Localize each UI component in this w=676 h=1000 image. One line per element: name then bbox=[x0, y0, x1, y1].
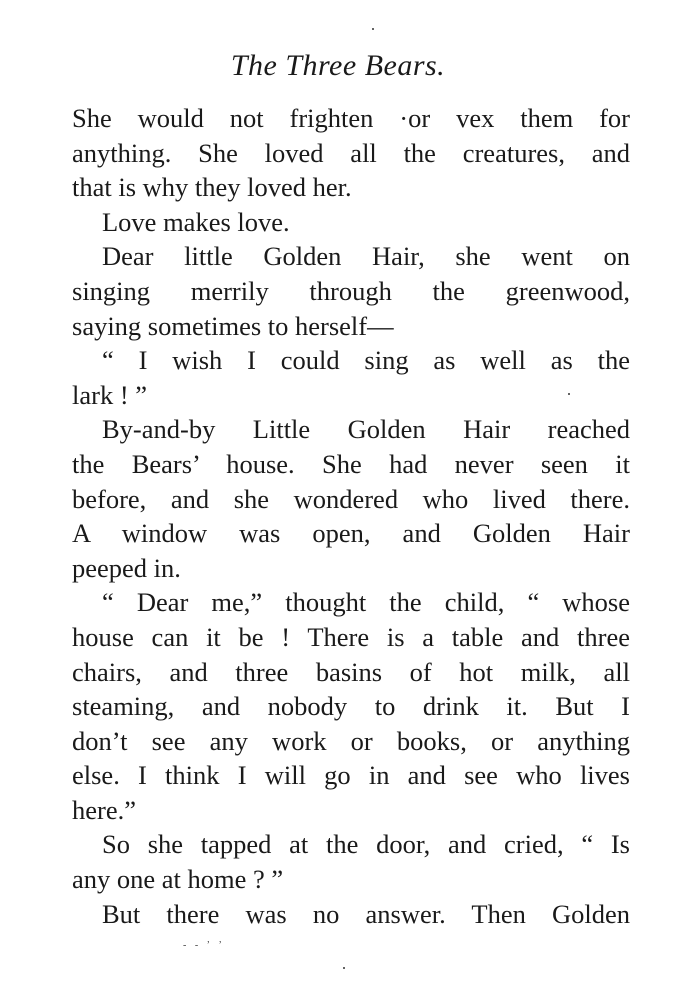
text-line: She would not frighten ·or vex them for bbox=[72, 103, 630, 133]
text-line: singing merrily through the greenwood, bbox=[72, 275, 630, 306]
text-line: Dear little Golden Hair, she went on bbox=[102, 241, 630, 272]
text-line: Love makes love. bbox=[102, 206, 290, 237]
text-line: anything. She loved all the creatures, and bbox=[72, 137, 630, 168]
text-line: “ Dear me,” thought the child, “ whose bbox=[102, 587, 630, 618]
text-line: any one at home ? ” bbox=[72, 864, 284, 895]
text-line: here.” bbox=[72, 794, 136, 825]
footer-marks: - - ʼ ʼ bbox=[183, 940, 225, 951]
text-line: A window was open, and Golden Hair bbox=[72, 518, 630, 549]
text-line: house can it be ! There is a table and three bbox=[72, 621, 630, 652]
ink-speck bbox=[372, 28, 374, 30]
text-line: chairs, and three basins of hot milk, all bbox=[72, 656, 630, 687]
text-line: So she tapped at the door, and cried, “ Is bbox=[102, 829, 630, 860]
text-line: else. I think I will go in and see who lives bbox=[72, 760, 630, 791]
text-line: the Bears’ house. She had never seen it bbox=[72, 448, 630, 479]
text-line: lark ! ” bbox=[72, 379, 148, 410]
text-line: By-and-by Little Golden Hair reached bbox=[102, 414, 630, 445]
text-line: steaming, and nobody to drink it. But I bbox=[72, 691, 630, 722]
text-line: before, and she wondered who lived there. bbox=[72, 483, 630, 514]
body-text bbox=[72, 101, 630, 931]
ink-speck bbox=[568, 393, 570, 395]
ink-speck bbox=[343, 967, 345, 969]
text-line: don’t see any work or books, or anything bbox=[72, 725, 630, 756]
running-head: The Three Bears. bbox=[230, 49, 446, 82]
text-line: saying sometimes to herself— bbox=[72, 310, 394, 341]
text-line: that is why they loved her. bbox=[72, 172, 352, 203]
text-line: “ I wish I could sing as well as the bbox=[102, 345, 630, 376]
text-line: peeped in. bbox=[72, 552, 181, 583]
text-line: But there was no answer. Then Golden bbox=[102, 898, 630, 929]
